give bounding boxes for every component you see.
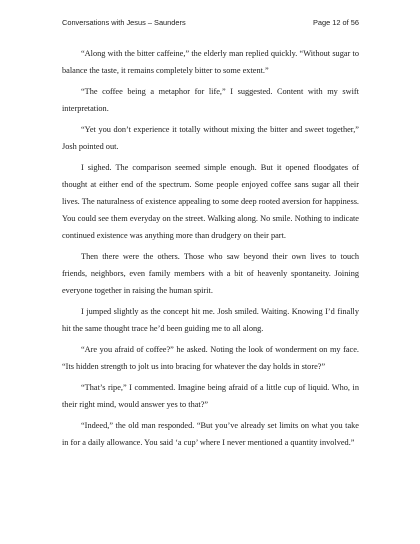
paragraph: “Along with the bitter caffeine,” the elderly man replied quickly. “Without sugar to balance the taste, it remains completely bitter to some extent.” bbox=[62, 49, 359, 75]
paragraph: I sighed. The comparison seemed simple enough. But it opened floodgates of thought at either end of the spectrum. Some people enjoyed coffee sans sugar all their lives. The naturalness of existence appealing to some deep rooted aversion for happiness. You could see them everyday on the street. Walking along. No smile. Nothing to indicate continued existence was anything more than drudgery on their part. bbox=[62, 163, 359, 240]
paragraph: I jumped slightly as the concept hit me. Josh smiled. Waiting. Knowing I’d finally hit the same thought trace he’d been guiding me to all along. bbox=[62, 307, 359, 333]
page-header bbox=[62, 18, 359, 30]
paragraph: “Indeed,” the old man responded. “But you’ve already set limits on what you take in for a daily allowance. You said ‘a cup’ where I never mentioned a quantity involved.” bbox=[62, 421, 359, 447]
paragraph: “Yet you don’t experience it totally without mixing the bitter and sweet together,” Josh pointed out. bbox=[62, 125, 359, 151]
page-body bbox=[62, 45, 359, 455]
paragraph: Then there were the others. Those who saw beyond their own lives to touch friends, neighbors, even family members with a bit of heavenly spontaneity. Joining everyone together in raising the human spirit. bbox=[62, 252, 359, 295]
page-number: Page 12 of 56 bbox=[312, 18, 359, 27]
document-title: Conversations with Jesus – Saunders bbox=[62, 18, 186, 27]
paragraph: “That’s ripe,” I commented. Imagine being afraid of a little cup of liquid. Who, in their right mind, would answer yes to that?” bbox=[62, 383, 359, 409]
paragraph: “Are you afraid of coffee?” he asked. Noting the look of wonderment on my face. “Its hidden strength to jolt us into bracing for whatever the day holds in store?” bbox=[62, 345, 359, 371]
paragraph: “The coffee being a metaphor for life,” I suggested. Content with my swift interpretation. bbox=[62, 87, 359, 113]
